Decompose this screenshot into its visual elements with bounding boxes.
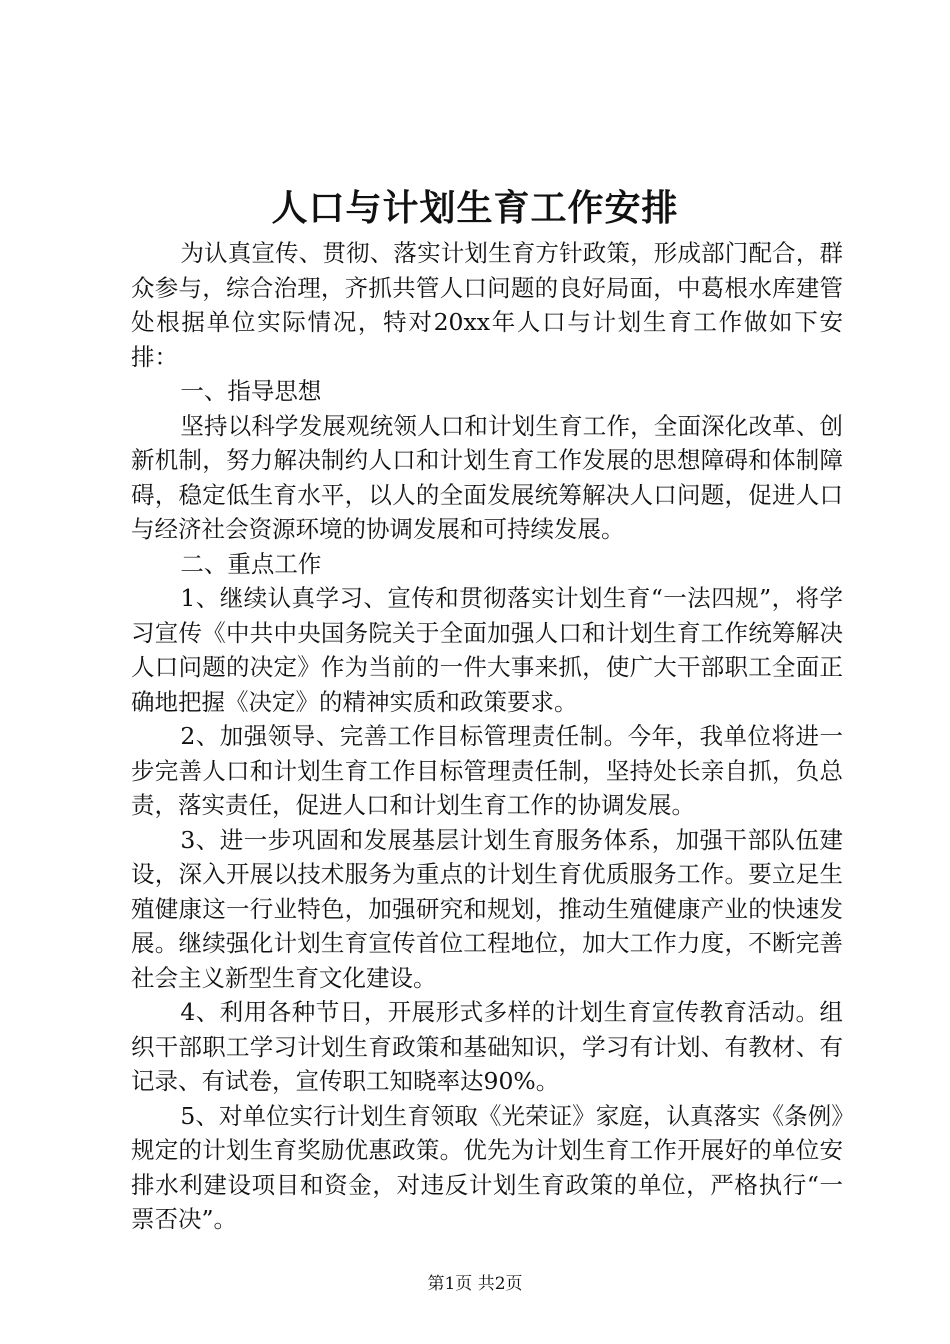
key-work-item-1: 1、继续认真学习、宣传和贯彻落实计划生育“一法四规”，将学习宣传《中共中央国务院关于全面加强人口和计划生育工作统筹解决人口问题的决定》作为当前的一件大事来抓，使广大干部职工全面正确地把握《决定》的精神实质和政策要求。 bbox=[131, 584, 843, 716]
guiding-thought-paragraph: 坚持以科学发展观统领人口和计划生育工作，全面深化改革、创新机制，努力解决制约人口和计划生育工作发展的思想障碍和体制障碍，稳定低生育水平，以人的全面发展统筹解决人口问题，促进人口与经济社会资源环境的协调发展和可持续发展。 bbox=[131, 411, 843, 543]
intro-paragraph: 为认真宣传、贯彻、落实计划生育方针政策，形成部门配合，群众参与，综合治理，齐抓共管人口问题的良好局面，中葛根水库建管处根据单位实际情况，特对20xx年人口与计划生育工作做如下安排： bbox=[131, 239, 843, 371]
key-work-item-3: 3、进一步巩固和发展基层计划生育服务体系，加强干部队伍建设，深入开展以技术服务为重点的计划生育优质服务工作。要立足生殖健康这一行业特色，加强研究和规划，推动生殖健康产业的快速发展。继续强化计划生育宣传首位工程地位，加大工作力度，不断完善社会主义新型生育文化建设。 bbox=[131, 825, 843, 992]
key-work-item-4: 4、利用各种节日，开展形式多样的计划生育宣传教育活动。组织干部职工学习计划生育政策和基础知识，学习有计划、有教材、有记录、有试卷，宣传职工知晓率达90%。 bbox=[131, 998, 843, 1095]
key-work-item-5: 5、对单位实行计划生育领取《光荣证》家庭，认真落实《条例》规定的计划生育奖励优惠政策。优先为计划生育工作开展好的单位安排水利建设项目和资金，对违反计划生育政策的单位，严格执行“一票否决”。 bbox=[131, 1101, 843, 1233]
document-title: 人口与计划生育工作安排 bbox=[271, 187, 679, 229]
page-footer: 第1页 共2页 bbox=[427, 1274, 523, 1294]
document-body bbox=[131, 236, 843, 1237]
key-work-item-2: 2、加强领导、完善工作目标管理责任制。今年，我单位将进一步完善人口和计划生育工作目标管理责任制，坚持处长亲自抓，负总责，落实责任，促进人口和计划生育工作的协调发展。 bbox=[131, 722, 843, 819]
section-heading-key-work: 二、重点工作 bbox=[180, 549, 322, 578]
section-heading-guiding-thought: 一、指导思想 bbox=[180, 377, 322, 405]
